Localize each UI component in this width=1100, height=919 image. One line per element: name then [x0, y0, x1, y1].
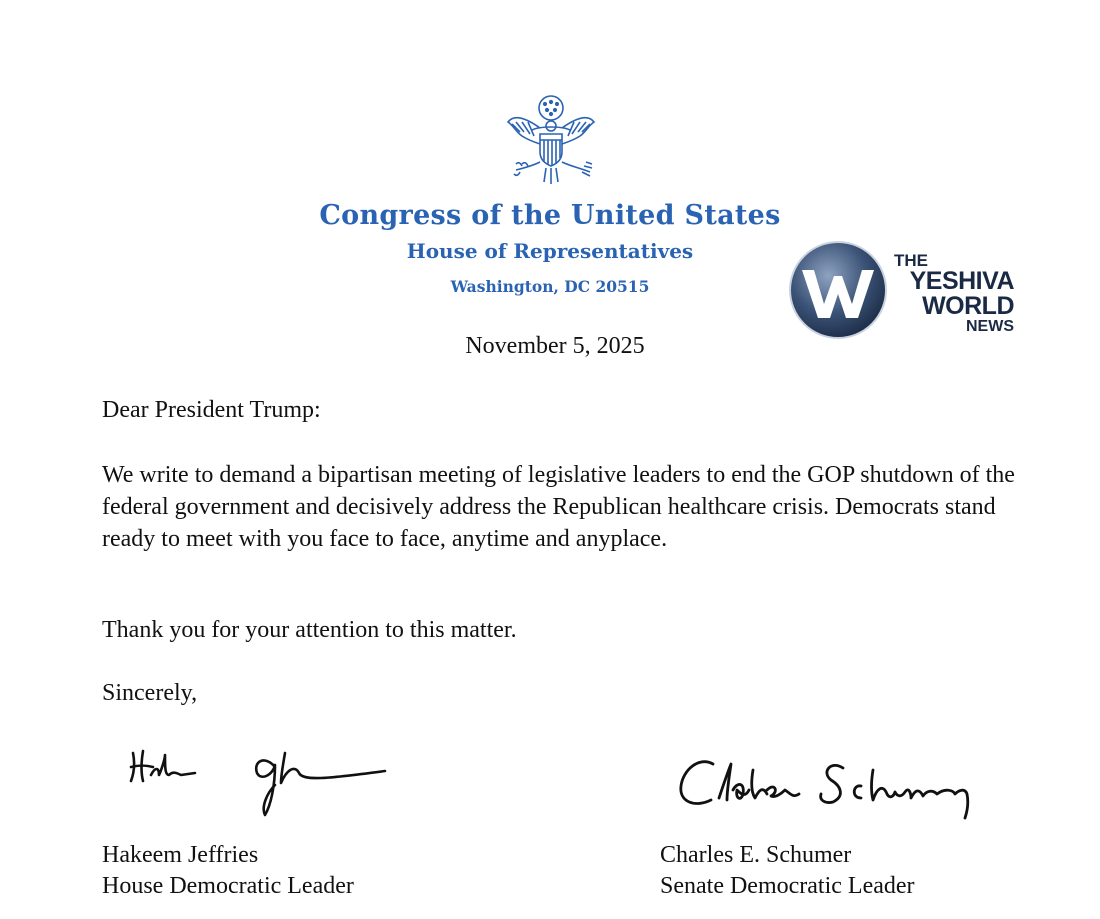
signature-schumer	[675, 750, 980, 825]
yeshiva-world-news-logo	[788, 238, 1020, 348]
signer-jeffries	[102, 840, 354, 902]
letter-body-paragraph: We write to demand a bipartisan meeting of legislative leaders to end the GOP shutdown of the federal government and decisively address the Republican healthcare crisis. Democrats stand ready to meet with you face to face, anytime and anyplace.	[102, 462, 1015, 552]
signer-title: House Democratic Leader	[102, 873, 354, 899]
logo-news-text: NEWS	[966, 318, 1014, 335]
signature-jeffries	[125, 745, 390, 820]
signer-schumer	[660, 840, 915, 902]
yeshiva-world-news-wordmark	[892, 252, 1014, 335]
logo-world-text: WORLD	[922, 292, 1014, 320]
logo-the-text: THE	[894, 251, 928, 270]
great-seal-icon	[500, 92, 602, 190]
logo-yeshiva-text: YESHIVA	[909, 267, 1014, 295]
letterhead-congress-title: Congress of the United States	[319, 200, 781, 231]
letterhead-house-title: House of Representatives	[406, 239, 694, 263]
yeshiva-world-news-emblem-icon	[788, 240, 888, 340]
signer-name: Hakeem Jeffries	[102, 842, 259, 868]
signer-title: Senate Democratic Leader	[660, 873, 915, 899]
letter-salutation: Dear President Trump:	[102, 397, 321, 423]
letter-closing: Sincerely,	[102, 680, 198, 706]
letter-date: November 5, 2025	[465, 333, 645, 359]
letter-thanks: Thank you for your attention to this matter.	[102, 617, 517, 643]
letterhead-address: Washington, DC 20515	[450, 277, 650, 296]
signer-name: Charles E. Schumer	[660, 842, 852, 868]
